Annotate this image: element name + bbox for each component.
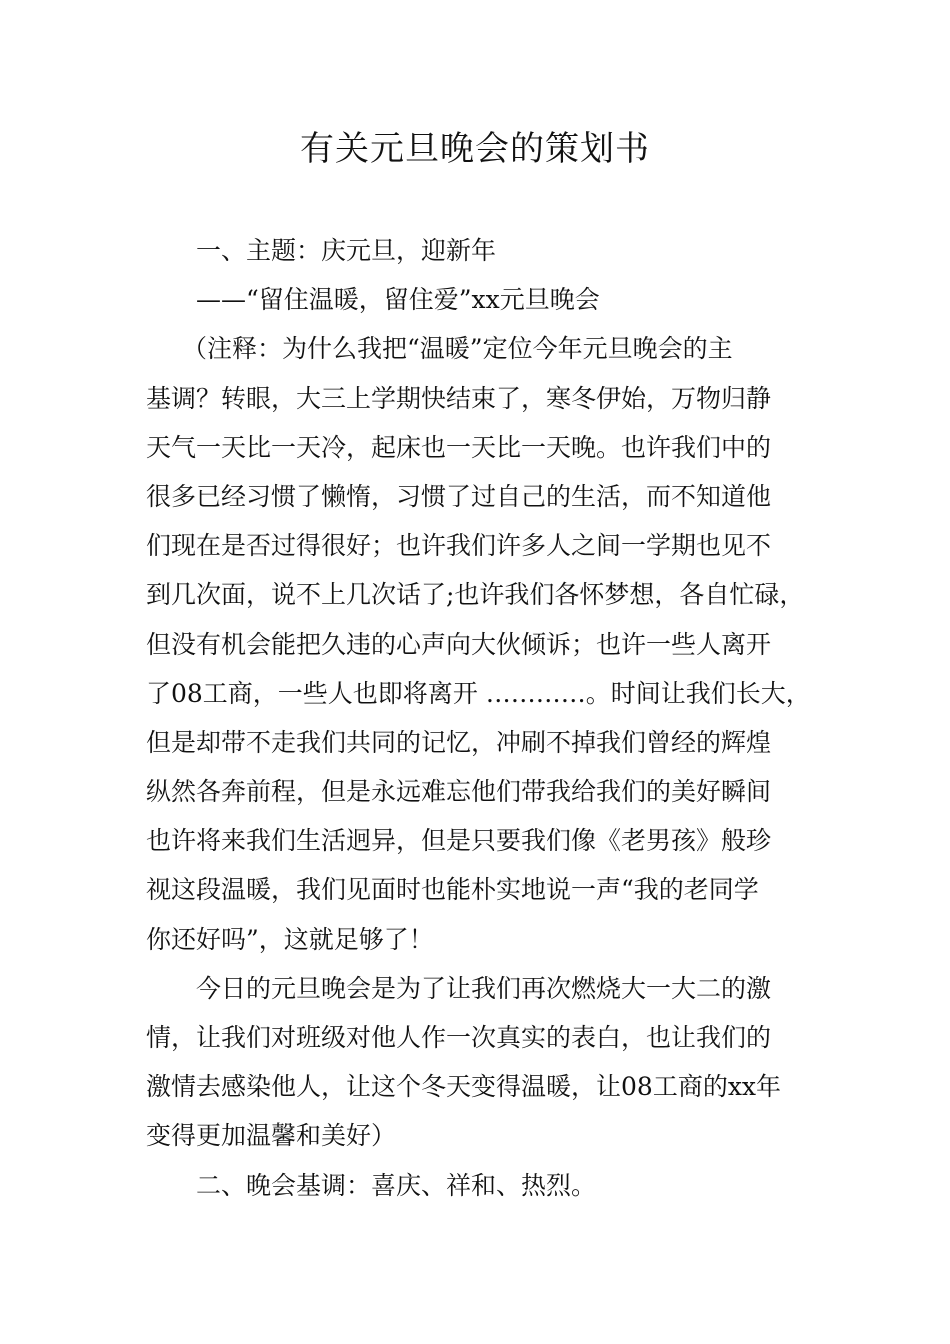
paragraph-line: 但是却带不走我们共同的记忆，冲刷不掉我们曾经的辉煌 <box>146 727 772 757</box>
paragraph-line: 情，让我们对班级对他人作一次真实的表白，也让我们的 <box>146 1023 772 1052</box>
theme-subtitle: ——“留住温暖，留住爱”xx元旦晚会 <box>196 285 600 315</box>
paragraph-line: 视这段温暖，我们见面时也能朴实地说一声“我的老同学 <box>146 875 759 905</box>
paragraph-line: 很多已经习惯了懒惰，习惯了过自己的生活，而不知道他 <box>146 481 772 511</box>
paragraph-line: 了08工商，一些人也即将离开 …………。时间让我们长大， <box>146 678 811 708</box>
paragraph-line: 但没有机会能把久违的心声向大伙倾诉；也许一些人离开 <box>146 629 772 659</box>
paragraph-line: 你还好吗”，这就足够了！ <box>146 924 434 954</box>
paragraph-line: 激情去感染他人，让这个冬天变得温暖，让08工商的xx年 <box>146 1072 782 1102</box>
document-body <box>146 226 826 1210</box>
paragraph-line: 天气一天比一天冷，起床也一天比一天晚。也许我们中的 <box>146 432 772 462</box>
paragraph-line: 们现在是否过得很好；也许我们许多人之间一学期也见不 <box>146 531 772 561</box>
paragraph-line: 变得更加温馨和美好） <box>146 1121 397 1151</box>
section-heading-tone: 二、晚会基调：喜庆、祥和、热烈。 <box>196 1170 597 1200</box>
paragraph-line: （注释：为什么我把“温暖”定位今年元旦晚会的主 <box>182 334 733 364</box>
paragraph-line: 到几次面，说不上几次话了;也许我们各怀梦想，各自忙碌， <box>146 580 805 610</box>
paragraph-line: 今日的元旦晚会是为了让我们再次燃烧大一大二的激 <box>196 973 772 1003</box>
paragraph-line: 也许将来我们生活迥异，但是只要我们像《老男孩》般珍 <box>146 826 772 856</box>
paragraph-line: 纵然各奔前程，但是永远难忘他们带我给我们的美好瞬间 <box>146 777 772 807</box>
section-heading-theme: 一、主题：庆元旦，迎新年 <box>196 236 497 265</box>
paragraph-line: 基调？转眼，大三上学期快结束了，寒冬伊始，万物归静 <box>146 383 772 413</box>
document-title: 有关元旦晚会的策划书 <box>300 129 650 169</box>
